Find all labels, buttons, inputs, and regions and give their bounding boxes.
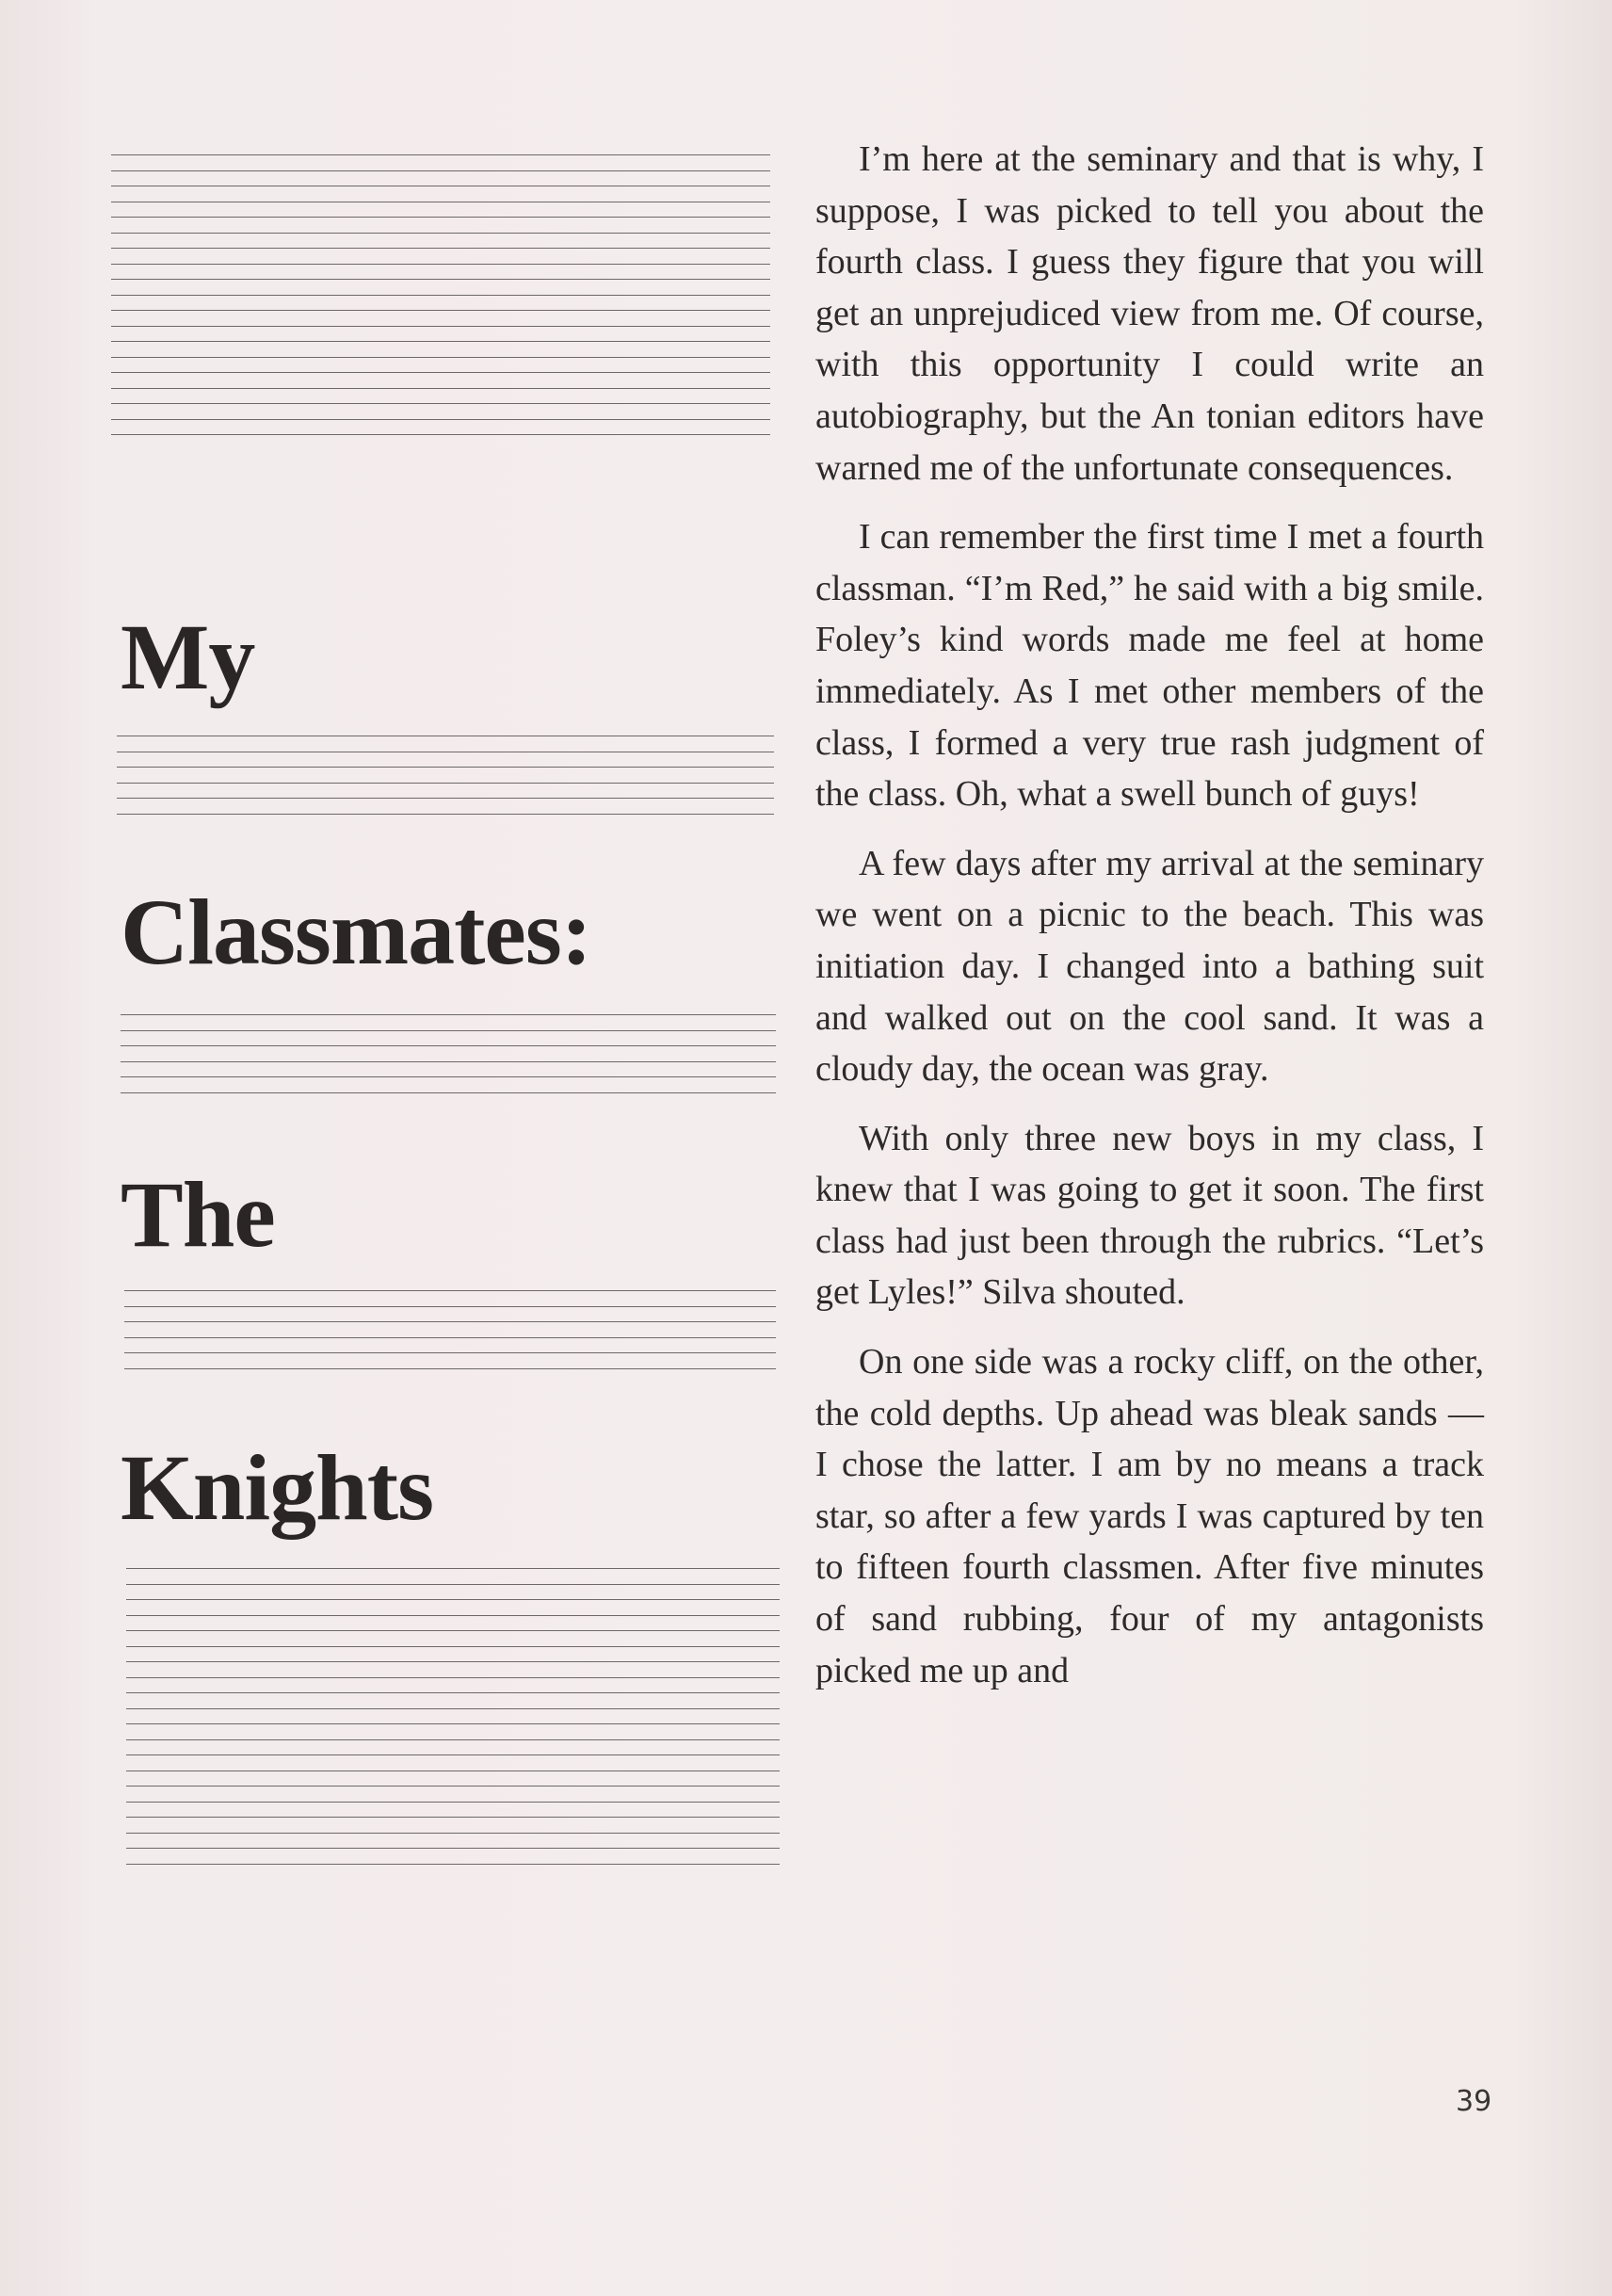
title-word-my: My bbox=[121, 605, 255, 709]
decorative-rule bbox=[121, 1014, 776, 1015]
title-column bbox=[0, 0, 782, 2296]
decorative-rule bbox=[111, 341, 770, 342]
decorative-rule bbox=[121, 1045, 776, 1046]
article-body bbox=[815, 134, 1484, 1714]
decorative-rule bbox=[117, 767, 774, 768]
decorative-rule bbox=[126, 1584, 780, 1585]
rule-group bbox=[121, 1014, 776, 1093]
decorative-rule bbox=[124, 1321, 776, 1322]
decorative-rule bbox=[121, 1092, 776, 1093]
title-word-the: The bbox=[121, 1162, 275, 1267]
paragraph: I’m here at the seminary and that is why, I suppose, I was picked to tell you about the fourth class. I guess they figure that you will get an unprejudiced view from me. Of course, with this opportunity I could write an autobiography, but the An tonian editors have warned me of the unfortunate consequences. bbox=[815, 139, 1484, 488]
decorative-rule bbox=[126, 1739, 780, 1740]
decorative-rule bbox=[126, 1599, 780, 1600]
decorative-rule bbox=[126, 1833, 780, 1834]
decorative-rule bbox=[124, 1368, 776, 1369]
decorative-rule bbox=[111, 233, 770, 234]
decorative-rule bbox=[126, 1615, 780, 1616]
decorative-rule bbox=[111, 295, 770, 296]
rule-group bbox=[124, 1290, 776, 1369]
decorative-rule bbox=[124, 1306, 776, 1307]
decorative-rule bbox=[126, 1708, 780, 1709]
decorative-rule bbox=[126, 1848, 780, 1849]
title-word-knights: Knights bbox=[121, 1435, 434, 1540]
decorative-rule bbox=[111, 403, 770, 404]
decorative-rule bbox=[121, 1076, 776, 1077]
paragraph: I can remember the first time I met a fourth classman. “I’m Red,” he said with a big smile. Foley’s kind words made me feel at home immediately. As I met other members of the class, I formed a very true rash judgment of the class. Oh, what a swell bunch of guys! bbox=[815, 517, 1484, 815]
decorative-rule bbox=[126, 1864, 780, 1865]
decorative-rule bbox=[111, 388, 770, 389]
decorative-rule bbox=[111, 310, 770, 311]
rule-group bbox=[126, 1568, 780, 1865]
decorative-rule bbox=[121, 1061, 776, 1062]
page-number: 39 bbox=[1456, 2085, 1492, 2118]
decorative-rule bbox=[111, 154, 770, 155]
decorative-rule bbox=[126, 1646, 780, 1647]
decorative-rule bbox=[111, 357, 770, 358]
paragraph: A few days after my arrival at the seminary we went on a picnic to the beach. This was initiation day. I changed into a bathing suit and walked out on the cool sand. It was a cloudy day, the ocean was gray. bbox=[815, 843, 1484, 1090]
title-word-classmates: Classmates: bbox=[121, 880, 592, 984]
decorative-rule bbox=[124, 1352, 776, 1353]
decorative-rule bbox=[111, 217, 770, 218]
decorative-rule bbox=[121, 1030, 776, 1031]
paragraph: With only three new boys in my class, I knew that I was going to get it soon. The first class had just been through the rubrics. “Let’s get Lyles!” Silva shouted. bbox=[815, 1118, 1484, 1313]
decorative-rule bbox=[117, 798, 774, 799]
decorative-rule bbox=[126, 1630, 780, 1631]
decorative-rule bbox=[111, 419, 770, 420]
decorative-rule bbox=[126, 1692, 780, 1693]
decorative-rule bbox=[126, 1568, 780, 1569]
decorative-rule bbox=[124, 1290, 776, 1291]
decorative-rule bbox=[126, 1661, 780, 1662]
decorative-rule bbox=[126, 1802, 780, 1803]
decorative-rule bbox=[111, 326, 770, 327]
paragraph: On one side was a rocky cliff, on the other, the cold depths. Up ahead was bleak sands — I chose the latter. I am by no means a track star, so after a few yards I was captured by ten to fifteen fourth classmen. After five minutes of sand rubbing, four of my antagonists picked me up and bbox=[815, 1342, 1484, 1690]
decorative-rule bbox=[126, 1723, 780, 1724]
decorative-rule bbox=[111, 170, 770, 171]
decorative-rule bbox=[117, 814, 774, 815]
decorative-rule bbox=[117, 783, 774, 784]
rule-group bbox=[117, 736, 774, 815]
decorative-rule bbox=[111, 372, 770, 373]
decorative-rule bbox=[124, 1337, 776, 1338]
decorative-rule bbox=[111, 279, 770, 280]
decorative-rule bbox=[126, 1754, 780, 1755]
decorative-rule bbox=[126, 1786, 780, 1787]
decorative-rule bbox=[126, 1817, 780, 1818]
decorative-rule bbox=[111, 248, 770, 249]
decorative-rule bbox=[111, 264, 770, 265]
decorative-rule bbox=[126, 1677, 780, 1678]
decorative-rule bbox=[111, 434, 770, 435]
rule-group bbox=[111, 154, 770, 435]
